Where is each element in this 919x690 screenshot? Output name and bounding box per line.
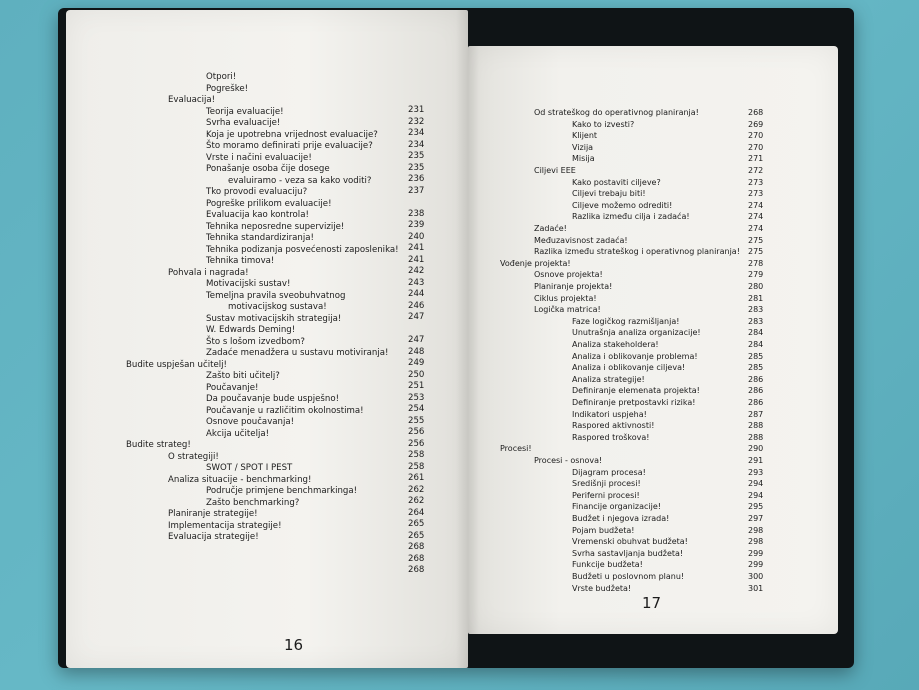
left-entry-title: Osnove poučavanja! <box>206 417 295 427</box>
left-entry-title: Tehnika neposredne supervizije! <box>206 221 345 232</box>
right-entry-page-number: 294 <box>748 479 764 489</box>
left-entry-title: Evaluacija strategije! <box>168 532 259 542</box>
right-entry-page-number: 297 <box>748 514 764 523</box>
left-entry-page-number: 262 <box>408 484 425 495</box>
left-entry-page-number: 242 <box>408 266 425 276</box>
right-entry-title: Središnji procesi! <box>572 479 641 489</box>
right-entry-title: Budžeti u poslovnom planu! <box>572 572 685 581</box>
left-entry-page-number: 235 <box>408 151 425 161</box>
right-entry-title: Dijagram procesa! <box>572 467 646 477</box>
left-entry-title: O strategiji! <box>168 451 219 462</box>
right-entry-page-number: 273 <box>748 177 764 187</box>
left-entry-page-number: 265 <box>408 519 425 529</box>
right-entry-title: Svrha sastavljanja budžeta! <box>572 548 684 558</box>
right-entry-title: Procesi! <box>500 444 532 454</box>
left-entry-title: Budite strateg! <box>126 440 191 450</box>
left-entry-title: Tehnika standardiziranja! <box>206 233 314 243</box>
right-entry-page-number: 298 <box>748 537 764 547</box>
right-entry-title: Ciljevi trebaju biti! <box>572 189 646 199</box>
left-entry-page-number: 232 <box>408 116 425 127</box>
right-entry-title: Analiza strategije! <box>572 374 645 384</box>
left-page-number: 16 <box>284 636 304 654</box>
right-entry-page-number: 299 <box>748 560 764 570</box>
left-entry-page-number: 235 <box>408 162 425 173</box>
right-entry-page-number: 274 <box>748 212 764 222</box>
left-entry-page-number: 234 <box>408 139 425 150</box>
right-entry-title: Pojam budžeta! <box>572 525 635 535</box>
right-entry-title: Klijent <box>572 131 598 141</box>
left-entry-page-number: 265 <box>408 530 425 541</box>
left-page <box>66 10 468 668</box>
left-entry-title: evaluiramo - veza sa kako voditi? <box>228 175 372 186</box>
right-entry-title: Vremenski obuhvat budžeta! <box>572 537 688 547</box>
left-entry-title: Što s lošom izvedbom? <box>206 336 305 347</box>
left-entry-page-number: 238 <box>408 208 425 219</box>
right-entry-title: Kako postaviti ciljeve? <box>572 177 661 187</box>
left-entry-title: Motivacijski sustav! <box>206 279 291 289</box>
right-entry-page-number: 268 <box>748 108 764 117</box>
right-entry-title: Međuzavisnost zadaća! <box>534 235 628 245</box>
left-entry-title: Evaluacija kao kontrola! <box>206 210 309 220</box>
right-entry-title: Vođenje projekta! <box>500 258 571 268</box>
right-entry-page-number: 291 <box>748 456 764 465</box>
right-entry-page-number: 300 <box>748 572 764 581</box>
left-entry-title: Akcija učitelja! <box>206 428 270 439</box>
right-entry-title: Definiranje pretpostavki rizika! <box>572 398 696 407</box>
right-entry-title: Razlika između cilja i zadaća! <box>572 212 690 222</box>
right-entry-title: Misija <box>572 154 595 164</box>
left-entry-title: Pohvala i nagrada! <box>168 267 249 278</box>
right-entry-title: Faze logičkog razmišljanja! <box>572 316 680 326</box>
left-entry-title: Tehnika podizanja posvećenosti zaposlenika! <box>206 244 399 255</box>
right-entry-page-number: 299 <box>748 548 764 558</box>
left-entry-page-number: 254 <box>408 404 425 414</box>
right-entry-title: Analiza i oblikovanje ciljeva! <box>572 363 686 373</box>
right-entry-title: Kako to izvesti? <box>572 119 635 129</box>
right-entry-page-number: 270 <box>748 131 764 141</box>
right-entry-page-number: 278 <box>748 258 764 268</box>
left-entry-page-number: 268 <box>408 542 425 552</box>
right-entry-title: Raspored troškova! <box>572 432 650 442</box>
left-entry-page-number: 243 <box>408 277 425 288</box>
right-page-number: 17 <box>642 594 662 612</box>
right-entry-page-number: 280 <box>748 282 764 291</box>
left-entry-page-number: 268 <box>408 553 425 564</box>
right-entry-page-number: 298 <box>748 525 764 535</box>
right-entry-title: Analiza i oblikovanje problema! <box>572 351 698 361</box>
left-entry-page-number: 247 <box>408 312 425 322</box>
left-entry-title: Što moramo definirati prije evaluacije? <box>206 141 373 151</box>
left-entry-title: Da poučavanje bude uspješno! <box>206 394 340 404</box>
right-entry-title: Funkcije budžeta! <box>572 560 643 570</box>
left-entry-page-number: 247 <box>408 335 425 345</box>
right-entry-title: Raspored aktivnosti! <box>572 421 655 431</box>
left-entry-page-number: 231 <box>408 105 425 115</box>
right-entry-title: Osnove projekta! <box>534 270 603 280</box>
right-entry-title: Od strateškog do operativnog planiranja! <box>534 108 699 117</box>
right-entry-page-number: 294 <box>748 490 764 500</box>
left-entry-page-number: 251 <box>408 381 425 391</box>
right-entry-title: Razlika između strateškog i operativnog planiranja! <box>534 247 740 257</box>
left-entry-page-number: 256 <box>408 427 425 437</box>
left-entry-title: Koja je upotrebna vrijednost evaluacije? <box>206 129 378 140</box>
right-entry-title: Indikatori uspjeha! <box>572 409 647 419</box>
left-entry-title: Teorija evaluacije! <box>206 106 284 117</box>
right-entry-page-number: 286 <box>748 386 764 396</box>
left-entry-title: Zašto benchmarking? <box>206 497 300 508</box>
right-entry-title: Budžet i njegova izrada! <box>572 514 670 523</box>
left-entry-title: Planiranje strategije! <box>168 509 258 519</box>
left-entry-page-number: 236 <box>408 174 425 184</box>
left-entry-title: Otpori! <box>206 72 237 82</box>
right-entry-page-number: 269 <box>748 119 764 129</box>
left-entry-page-number: 264 <box>408 507 425 518</box>
left-entry-title: Vrste i načini evaluacije! <box>206 152 312 163</box>
left-entry-title: motivacijskog sustava! <box>228 302 327 312</box>
right-entry-page-number: 275 <box>748 235 764 245</box>
left-entry-page-number: 241 <box>408 243 425 253</box>
left-entry-page-number: 250 <box>408 369 425 380</box>
right-entry-title: Unutrašnja analiza organizacije! <box>572 328 701 338</box>
right-entry-page-number: 286 <box>748 398 764 407</box>
left-entry-title: Sustav motivacijskih strategija! <box>206 313 342 324</box>
left-entry-title: Analiza situacije - benchmarking! <box>168 474 312 485</box>
left-entry-page-number: 258 <box>408 450 425 460</box>
left-entry-title: Budite uspješan učitelj! <box>126 359 227 370</box>
right-entry-page-number: 288 <box>748 432 764 442</box>
left-entry-page-number: 244 <box>408 289 425 299</box>
left-entry-title: Svrha evaluacije! <box>206 118 281 128</box>
left-entry-title: Poučavanje u različitim okolnostima! <box>206 405 364 416</box>
left-entry-title: Područje primjene benchmarkinga! <box>206 486 358 496</box>
left-entry-title: Pogreške prilikom evaluacije! <box>206 198 332 209</box>
left-entry-page-number: 237 <box>408 185 425 196</box>
right-entry-page-number: 301 <box>748 583 764 593</box>
left-entry-page-number: 253 <box>408 392 425 403</box>
left-entry-page-number: 258 <box>408 461 425 472</box>
left-entry-title: Tko provodi evaluaciju? <box>206 187 308 197</box>
right-entry-page-number: 281 <box>748 293 764 303</box>
left-entry-page-number: 240 <box>408 231 425 242</box>
right-entry-page-number: 286 <box>748 374 764 384</box>
right-entry-page-number: 293 <box>748 467 764 477</box>
left-entry-title: Zadaće menadžera u sustavu motiviranja! <box>206 348 389 358</box>
left-entry-title: Implementacija strategije! <box>168 520 282 531</box>
left-entry-title: Pogreške! <box>206 83 249 94</box>
right-entry-page-number: 284 <box>748 328 764 338</box>
left-entry-page-number: 249 <box>408 358 425 368</box>
right-page <box>468 46 838 634</box>
right-entry-title: Financije organizacije! <box>572 502 661 512</box>
left-entry-page-number: 268 <box>408 565 425 575</box>
right-entry-page-number: 279 <box>748 270 764 280</box>
left-entry-title: Tehnika timova! <box>206 256 275 266</box>
right-entry-page-number: 274 <box>748 200 764 210</box>
right-entry-title: Procesi - osnova! <box>534 456 603 465</box>
left-entry-title: Poučavanje! <box>206 382 259 393</box>
left-entry-title: SWOT / SPOT I PEST <box>206 463 293 473</box>
left-entry-page-number: 246 <box>408 300 425 311</box>
left-entry-page-number: 248 <box>408 346 425 357</box>
left-entry-title: Ponašanje osoba čije dosege <box>206 164 330 174</box>
left-entry-page-number: 241 <box>408 254 425 265</box>
right-entry-page-number: 275 <box>748 247 764 257</box>
right-entry-title: Ciljeve možemo odrediti! <box>572 200 673 210</box>
right-entry-title: Periferni procesi! <box>572 490 640 500</box>
left-entry-page-number: 261 <box>408 473 425 483</box>
right-entry-page-number: 287 <box>748 409 764 419</box>
right-entry-title: Vizija <box>572 142 594 152</box>
right-entry-title: Zadaće! <box>534 224 567 233</box>
right-entry-title: Analiza stakeholdera! <box>572 340 659 349</box>
left-entry-title: Evaluacija! <box>168 95 216 105</box>
right-entry-page-number: 272 <box>748 166 764 175</box>
right-entry-title: Planiranje projekta! <box>534 282 613 291</box>
left-entry-page-number: 234 <box>408 128 425 138</box>
left-entry-page-number: 256 <box>408 438 425 449</box>
right-entry-page-number: 290 <box>748 444 764 454</box>
left-entry-page-number: 255 <box>408 415 425 426</box>
right-entry-title: Definiranje elemenata projekta! <box>572 386 700 396</box>
right-entry-page-number: 271 <box>748 154 764 164</box>
right-entry-title: Ciljevi EEE <box>534 166 576 175</box>
right-entry-page-number: 283 <box>748 305 764 315</box>
left-entry-title: Temeljna pravila sveobuhvatnog <box>206 290 346 301</box>
right-entry-page-number: 285 <box>748 363 764 373</box>
right-entry-page-number: 283 <box>748 316 764 326</box>
left-entry-page-number: 262 <box>408 496 425 506</box>
left-entry-title: Zašto biti učitelj? <box>206 371 280 381</box>
right-entry-title: Logička matrica! <box>534 305 601 315</box>
right-entry-page-number: 274 <box>748 224 764 233</box>
left-entry-page-number: 239 <box>408 220 425 230</box>
right-entry-page-number: 273 <box>748 189 764 199</box>
right-entry-title: Vrste budžeta! <box>572 583 632 593</box>
right-entry-page-number: 270 <box>748 142 764 152</box>
left-entry-title: W. Edwards Deming! <box>206 325 296 335</box>
right-entry-page-number: 284 <box>748 340 764 349</box>
right-entry-page-number: 285 <box>748 351 764 361</box>
right-entry-title: Ciklus projekta! <box>534 293 597 303</box>
right-entry-page-number: 288 <box>748 421 764 431</box>
right-entry-page-number: 295 <box>748 502 764 512</box>
